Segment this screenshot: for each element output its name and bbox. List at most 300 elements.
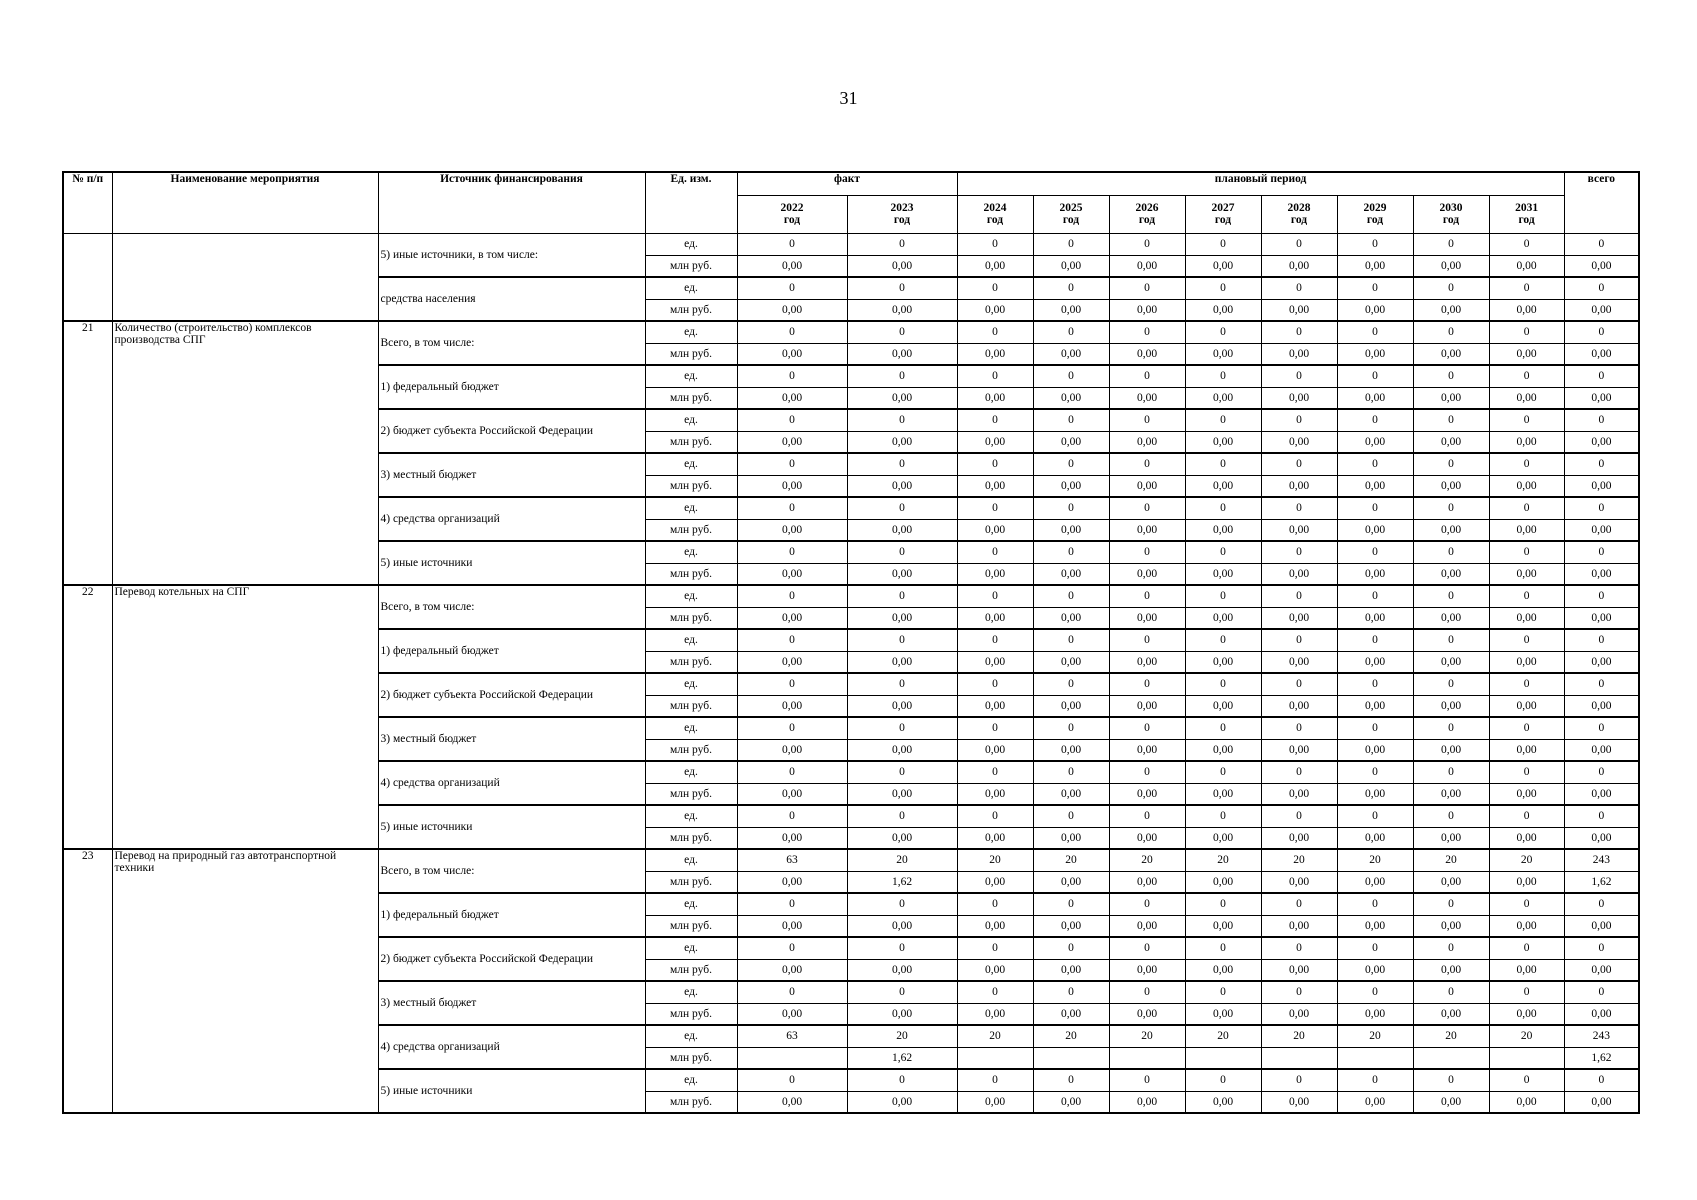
table-row xyxy=(63,849,1639,871)
value-cell: 0,00 xyxy=(957,343,1033,365)
value-cell: 0 xyxy=(1489,1069,1564,1091)
value-cell: 0 xyxy=(1413,1069,1489,1091)
value-cell: 0 xyxy=(1261,805,1337,827)
value-cell: 0,00 xyxy=(737,1091,847,1113)
value-cell: 63 xyxy=(737,849,847,871)
value-cell: 0,00 xyxy=(1261,871,1337,893)
value-cell: 0,00 xyxy=(1489,783,1564,805)
value-cell: 0 xyxy=(847,1069,957,1091)
value-cell: 0 xyxy=(1489,365,1564,387)
value-cell: 0,00 xyxy=(1033,255,1109,277)
unit-cell: ед. xyxy=(645,937,737,959)
value-cell: 0 xyxy=(957,409,1033,431)
value-cell: 0 xyxy=(1337,585,1413,607)
value-cell: 0,00 xyxy=(1033,563,1109,585)
value-cell: 0,00 xyxy=(1261,651,1337,673)
value-cell: 0 xyxy=(1185,541,1261,563)
value-cell: 0 xyxy=(847,497,957,519)
value-cell: 0,00 xyxy=(957,959,1033,981)
value-cell: 0,00 xyxy=(957,915,1033,937)
value-cell: 0,00 xyxy=(1033,475,1109,497)
value-cell: 0,00 xyxy=(1337,563,1413,585)
value-cell: 0,00 xyxy=(1261,783,1337,805)
value-cell: 0 xyxy=(737,277,847,299)
value-cell: 0,00 xyxy=(1261,1003,1337,1025)
value-cell: 0 xyxy=(1185,805,1261,827)
value-cell: 0 xyxy=(1413,321,1489,343)
header-year-2025 xyxy=(1033,195,1109,233)
funding-source: 5) иные источники xyxy=(378,805,645,849)
value-cell: 0 xyxy=(1489,233,1564,255)
total-cell: 0 xyxy=(1564,277,1639,299)
value-cell: 0 xyxy=(737,1069,847,1091)
value-cell: 0 xyxy=(737,585,847,607)
value-cell: 0,00 xyxy=(1489,343,1564,365)
value-cell: 0 xyxy=(1413,805,1489,827)
total-cell: 0 xyxy=(1564,673,1639,695)
unit-cell: млн руб. xyxy=(645,651,737,673)
value-cell: 0,00 xyxy=(1489,871,1564,893)
value-cell: 0 xyxy=(737,981,847,1003)
value-cell: 0 xyxy=(1033,585,1109,607)
item-name: Перевод котельных на СПГ xyxy=(112,585,378,849)
total-cell: 0 xyxy=(1564,321,1639,343)
value-cell: 0,00 xyxy=(1185,431,1261,453)
value-cell: 0 xyxy=(1261,761,1337,783)
unit-cell: млн руб. xyxy=(645,915,737,937)
value-cell: 0,00 xyxy=(1109,563,1185,585)
value-cell: 0,00 xyxy=(737,959,847,981)
value-cell: 0,00 xyxy=(847,915,957,937)
value-cell: 0 xyxy=(1033,409,1109,431)
value-cell: 20 xyxy=(957,849,1033,871)
unit-cell: млн руб. xyxy=(645,1003,737,1025)
value-cell: 0 xyxy=(1033,453,1109,475)
value-cell: 0,00 xyxy=(1033,431,1109,453)
value-cell: 0 xyxy=(847,233,957,255)
value-cell: 0 xyxy=(1261,497,1337,519)
value-cell: 0 xyxy=(1413,761,1489,783)
value-cell: 0,00 xyxy=(1489,475,1564,497)
unit-cell: ед. xyxy=(645,365,737,387)
value-cell: 20 xyxy=(1413,849,1489,871)
value-cell: 0,00 xyxy=(1185,519,1261,541)
unit-cell: ед. xyxy=(645,409,737,431)
value-cell: 0,00 xyxy=(1185,783,1261,805)
value-cell: 0 xyxy=(737,409,847,431)
value-cell: 0 xyxy=(1185,717,1261,739)
value-cell: 0 xyxy=(957,981,1033,1003)
value-cell: 0,00 xyxy=(1489,431,1564,453)
value-cell: 0 xyxy=(1413,277,1489,299)
total-cell: 0,00 xyxy=(1564,255,1639,277)
total-cell: 0 xyxy=(1564,541,1639,563)
funding-source: 2) бюджет субъекта Российской Федерации xyxy=(378,673,645,717)
total-cell: 0,00 xyxy=(1564,783,1639,805)
value-cell: 0 xyxy=(1413,673,1489,695)
unit-cell: млн руб. xyxy=(645,431,737,453)
year-value: 2031 xyxy=(1515,202,1539,214)
value-cell: 0 xyxy=(847,541,957,563)
value-cell: 0,00 xyxy=(1413,255,1489,277)
header-no: № п/п xyxy=(63,172,112,233)
value-cell: 0,00 xyxy=(1337,387,1413,409)
value-cell: 0 xyxy=(1185,277,1261,299)
funding-source: Всего, в том числе: xyxy=(378,849,645,893)
value-cell: 0 xyxy=(737,805,847,827)
unit-cell: млн руб. xyxy=(645,1047,737,1069)
value-cell: 0 xyxy=(1033,541,1109,563)
header-year-2026 xyxy=(1109,195,1185,233)
value-cell: 0 xyxy=(1261,717,1337,739)
value-cell: 0 xyxy=(1489,321,1564,343)
value-cell: 0,00 xyxy=(1185,871,1261,893)
value-cell: 0,00 xyxy=(1185,1003,1261,1025)
value-cell: 0,00 xyxy=(957,387,1033,409)
value-cell: 0 xyxy=(1033,277,1109,299)
year-word: год xyxy=(783,214,801,226)
value-cell: 0,00 xyxy=(957,651,1033,673)
value-cell: 0,00 xyxy=(1337,827,1413,849)
value-cell: 0 xyxy=(1413,233,1489,255)
value-cell: 0 xyxy=(1337,497,1413,519)
value-cell: 0,00 xyxy=(1489,607,1564,629)
total-cell: 243 xyxy=(1564,1025,1639,1047)
value-cell: 0 xyxy=(1413,497,1489,519)
value-cell: 0,00 xyxy=(1489,299,1564,321)
value-cell: 0,00 xyxy=(1337,959,1413,981)
value-cell: 0 xyxy=(957,365,1033,387)
funding-source: 1) федеральный бюджет xyxy=(378,365,645,409)
value-cell: 0 xyxy=(1261,541,1337,563)
value-cell: 0,00 xyxy=(1413,299,1489,321)
value-cell: 0,00 xyxy=(1413,695,1489,717)
value-cell: 0 xyxy=(1337,717,1413,739)
value-cell: 0,00 xyxy=(1337,1003,1413,1025)
unit-cell: млн руб. xyxy=(645,695,737,717)
value-cell: 0 xyxy=(1109,1069,1185,1091)
total-cell: 0,00 xyxy=(1564,959,1639,981)
value-cell: 20 xyxy=(1109,1025,1185,1047)
value-cell: 0 xyxy=(957,805,1033,827)
value-cell: 0,00 xyxy=(1109,871,1185,893)
unit-cell: млн руб. xyxy=(645,959,737,981)
value-cell: 0,00 xyxy=(1337,915,1413,937)
total-cell: 0,00 xyxy=(1564,915,1639,937)
value-cell: 0,00 xyxy=(847,783,957,805)
value-cell: 0 xyxy=(1413,629,1489,651)
total-cell: 0 xyxy=(1564,453,1639,475)
year-value: 2022 xyxy=(780,202,804,214)
value-cell: 0,00 xyxy=(1033,343,1109,365)
value-cell: 0 xyxy=(1185,409,1261,431)
value-cell: 0,00 xyxy=(847,827,957,849)
value-cell: 0,00 xyxy=(1261,299,1337,321)
value-cell: 0,00 xyxy=(1337,783,1413,805)
value-cell: 0,00 xyxy=(847,651,957,673)
value-cell: 0 xyxy=(847,761,957,783)
value-cell: 0,00 xyxy=(1337,299,1413,321)
value-cell: 0,00 xyxy=(1489,563,1564,585)
value-cell: 0,00 xyxy=(1261,959,1337,981)
value-cell: 1,62 xyxy=(847,1047,957,1069)
funding-source: 1) федеральный бюджет xyxy=(378,629,645,673)
value-cell: 0,00 xyxy=(1033,299,1109,321)
value-cell: 0,00 xyxy=(1413,387,1489,409)
total-cell: 0,00 xyxy=(1564,1091,1639,1113)
value-cell: 0,00 xyxy=(957,783,1033,805)
value-cell: 0 xyxy=(1489,981,1564,1003)
value-cell: 0 xyxy=(1109,321,1185,343)
year-word: год xyxy=(1518,214,1535,226)
value-cell: 0 xyxy=(1185,673,1261,695)
value-cell: 0 xyxy=(847,717,957,739)
value-cell: 0,00 xyxy=(847,695,957,717)
year-value: 2026 xyxy=(1135,202,1159,214)
funding-source: 1) федеральный бюджет xyxy=(378,893,645,937)
value-cell xyxy=(957,1047,1033,1069)
value-cell: 0,00 xyxy=(1109,519,1185,541)
value-cell: 0 xyxy=(957,453,1033,475)
value-cell: 0 xyxy=(1337,365,1413,387)
value-cell: 0 xyxy=(1413,937,1489,959)
unit-cell: млн руб. xyxy=(645,739,737,761)
value-cell: 0,00 xyxy=(957,739,1033,761)
value-cell: 0 xyxy=(1337,893,1413,915)
total-cell: 0,00 xyxy=(1564,387,1639,409)
value-cell: 0 xyxy=(847,409,957,431)
unit-cell: млн руб. xyxy=(645,299,737,321)
value-cell: 0,00 xyxy=(847,519,957,541)
value-cell: 0,00 xyxy=(1109,343,1185,365)
value-cell: 0,00 xyxy=(1109,387,1185,409)
value-cell: 0,00 xyxy=(737,387,847,409)
year-value: 2025 xyxy=(1059,202,1083,214)
value-cell: 0,00 xyxy=(1337,695,1413,717)
total-cell: 0 xyxy=(1564,717,1639,739)
unit-cell: ед. xyxy=(645,541,737,563)
item-number: 23 xyxy=(63,849,112,1113)
value-cell: 20 xyxy=(1033,849,1109,871)
unit-cell: ед. xyxy=(645,629,737,651)
value-cell: 0 xyxy=(847,585,957,607)
year-word: год xyxy=(893,214,911,226)
value-cell: 0 xyxy=(1033,497,1109,519)
value-cell: 0,00 xyxy=(847,387,957,409)
funding-table xyxy=(62,171,1640,1114)
value-cell: 0,00 xyxy=(847,299,957,321)
header-year-2029 xyxy=(1337,195,1413,233)
value-cell: 0,00 xyxy=(1261,255,1337,277)
total-cell: 0,00 xyxy=(1564,739,1639,761)
value-cell: 0,00 xyxy=(1489,915,1564,937)
value-cell: 0,00 xyxy=(1489,739,1564,761)
header-year-2024 xyxy=(957,195,1033,233)
unit-cell: ед. xyxy=(645,673,737,695)
total-cell: 0,00 xyxy=(1564,299,1639,321)
value-cell: 0,00 xyxy=(737,299,847,321)
total-cell: 0,00 xyxy=(1564,431,1639,453)
total-cell: 0 xyxy=(1564,629,1639,651)
value-cell: 0,00 xyxy=(1261,915,1337,937)
value-cell: 0 xyxy=(737,937,847,959)
unit-cell: ед. xyxy=(645,893,737,915)
unit-cell: млн руб. xyxy=(645,519,737,541)
value-cell: 20 xyxy=(1413,1025,1489,1047)
value-cell: 0,00 xyxy=(1033,607,1109,629)
funding-source: средства населения xyxy=(378,277,645,321)
header-year-2027 xyxy=(1185,195,1261,233)
unit-cell: ед. xyxy=(645,585,737,607)
item-name: Перевод на природный газ автотранспортной техники xyxy=(112,849,378,1113)
value-cell: 0 xyxy=(1185,497,1261,519)
value-cell: 0 xyxy=(737,233,847,255)
header-fact: факт xyxy=(737,172,957,195)
year-word: год xyxy=(1214,214,1232,226)
funding-source: 4) средства организаций xyxy=(378,761,645,805)
value-cell: 0,00 xyxy=(1489,827,1564,849)
value-cell: 0,00 xyxy=(1337,431,1413,453)
year-word: год xyxy=(1290,214,1308,226)
value-cell: 0 xyxy=(1033,805,1109,827)
year-value: 2029 xyxy=(1363,202,1387,214)
total-cell: 0 xyxy=(1564,1069,1639,1091)
value-cell: 0 xyxy=(1185,233,1261,255)
value-cell xyxy=(1109,1047,1185,1069)
value-cell: 0 xyxy=(847,365,957,387)
value-cell: 0 xyxy=(1413,981,1489,1003)
value-cell: 0 xyxy=(1261,981,1337,1003)
value-cell: 0 xyxy=(957,277,1033,299)
value-cell: 0 xyxy=(1109,893,1185,915)
value-cell: 20 xyxy=(1185,1025,1261,1047)
year-word: год xyxy=(1442,214,1460,226)
value-cell: 0,00 xyxy=(1413,871,1489,893)
value-cell: 0,00 xyxy=(1185,959,1261,981)
total-cell: 0,00 xyxy=(1564,607,1639,629)
header-year-2022 xyxy=(737,195,847,233)
total-cell: 0,00 xyxy=(1564,343,1639,365)
value-cell: 0 xyxy=(1109,497,1185,519)
total-cell: 0,00 xyxy=(1564,1003,1639,1025)
unit-cell: млн руб. xyxy=(645,343,737,365)
funding-source: 3) местный бюджет xyxy=(378,717,645,761)
unit-cell: ед. xyxy=(645,453,737,475)
value-cell: 0 xyxy=(1033,717,1109,739)
value-cell: 0,00 xyxy=(957,519,1033,541)
value-cell: 0 xyxy=(1489,673,1564,695)
value-cell: 0 xyxy=(1033,893,1109,915)
value-cell: 0,00 xyxy=(737,475,847,497)
value-cell: 0,00 xyxy=(1185,387,1261,409)
value-cell: 0 xyxy=(1033,673,1109,695)
total-cell: 0,00 xyxy=(1564,519,1639,541)
value-cell: 0 xyxy=(1489,277,1564,299)
value-cell: 0,00 xyxy=(1033,871,1109,893)
value-cell: 0,00 xyxy=(847,739,957,761)
funding-source: 4) средства организаций xyxy=(378,497,645,541)
value-cell: 0,00 xyxy=(737,739,847,761)
value-cell: 0,00 xyxy=(957,431,1033,453)
value-cell: 0 xyxy=(1337,233,1413,255)
funding-source: 5) иные источники xyxy=(378,1069,645,1113)
total-cell: 0 xyxy=(1564,893,1639,915)
value-cell: 0,00 xyxy=(1109,299,1185,321)
header-unit: Ед. изм. xyxy=(645,172,737,233)
value-cell: 0 xyxy=(1109,365,1185,387)
value-cell: 0,00 xyxy=(1109,475,1185,497)
value-cell: 0,00 xyxy=(1413,651,1489,673)
value-cell: 0,00 xyxy=(957,563,1033,585)
value-cell: 0 xyxy=(1337,981,1413,1003)
value-cell: 0 xyxy=(847,277,957,299)
value-cell: 0,00 xyxy=(1109,651,1185,673)
value-cell: 0,00 xyxy=(847,1003,957,1025)
value-cell: 0 xyxy=(1109,981,1185,1003)
value-cell: 0,00 xyxy=(1489,695,1564,717)
value-cell: 0,00 xyxy=(1033,1091,1109,1113)
funding-source: 2) бюджет субъекта Российской Федерации xyxy=(378,409,645,453)
value-cell: 0,00 xyxy=(737,343,847,365)
value-cell xyxy=(1489,1047,1564,1069)
header-name: Наименование мероприятия xyxy=(112,172,378,233)
value-cell: 0 xyxy=(737,673,847,695)
value-cell: 0 xyxy=(1337,321,1413,343)
value-cell: 0 xyxy=(1337,1069,1413,1091)
value-cell: 0,00 xyxy=(1337,739,1413,761)
funding-source: 5) иные источники xyxy=(378,541,645,585)
unit-cell: ед. xyxy=(645,277,737,299)
value-cell: 0 xyxy=(1033,937,1109,959)
value-cell: 0 xyxy=(1489,937,1564,959)
unit-cell: млн руб. xyxy=(645,1091,737,1113)
value-cell: 0 xyxy=(1337,937,1413,959)
value-cell: 0,00 xyxy=(957,1091,1033,1113)
table-row xyxy=(63,585,1639,607)
value-cell: 0 xyxy=(1109,717,1185,739)
value-cell: 0,00 xyxy=(1185,1091,1261,1113)
value-cell: 0 xyxy=(957,629,1033,651)
unit-cell: ед. xyxy=(645,497,737,519)
value-cell: 0,00 xyxy=(737,915,847,937)
value-cell: 0,00 xyxy=(1413,959,1489,981)
value-cell: 0,00 xyxy=(1413,431,1489,453)
value-cell: 0,00 xyxy=(1185,739,1261,761)
value-cell: 0,00 xyxy=(847,255,957,277)
value-cell: 0,00 xyxy=(1109,1091,1185,1113)
value-cell: 0 xyxy=(737,321,847,343)
value-cell: 0 xyxy=(957,585,1033,607)
value-cell: 0 xyxy=(1261,585,1337,607)
total-cell: 243 xyxy=(1564,849,1639,871)
unit-cell: млн руб. xyxy=(645,827,737,849)
value-cell: 20 xyxy=(1261,849,1337,871)
item-name: Количество (строительство) комплексов производства СПГ xyxy=(112,321,378,585)
value-cell: 0,00 xyxy=(957,299,1033,321)
value-cell: 0 xyxy=(1033,365,1109,387)
unit-cell: ед. xyxy=(645,849,737,871)
value-cell: 20 xyxy=(847,1025,957,1047)
value-cell: 0 xyxy=(957,233,1033,255)
value-cell xyxy=(1033,1047,1109,1069)
value-cell: 0,00 xyxy=(1261,739,1337,761)
value-cell: 0,00 xyxy=(1413,915,1489,937)
value-cell: 0 xyxy=(1109,585,1185,607)
header-plan: плановый период xyxy=(957,172,1564,195)
value-cell: 0,00 xyxy=(1109,695,1185,717)
value-cell: 0 xyxy=(1489,629,1564,651)
value-cell xyxy=(1261,1047,1337,1069)
